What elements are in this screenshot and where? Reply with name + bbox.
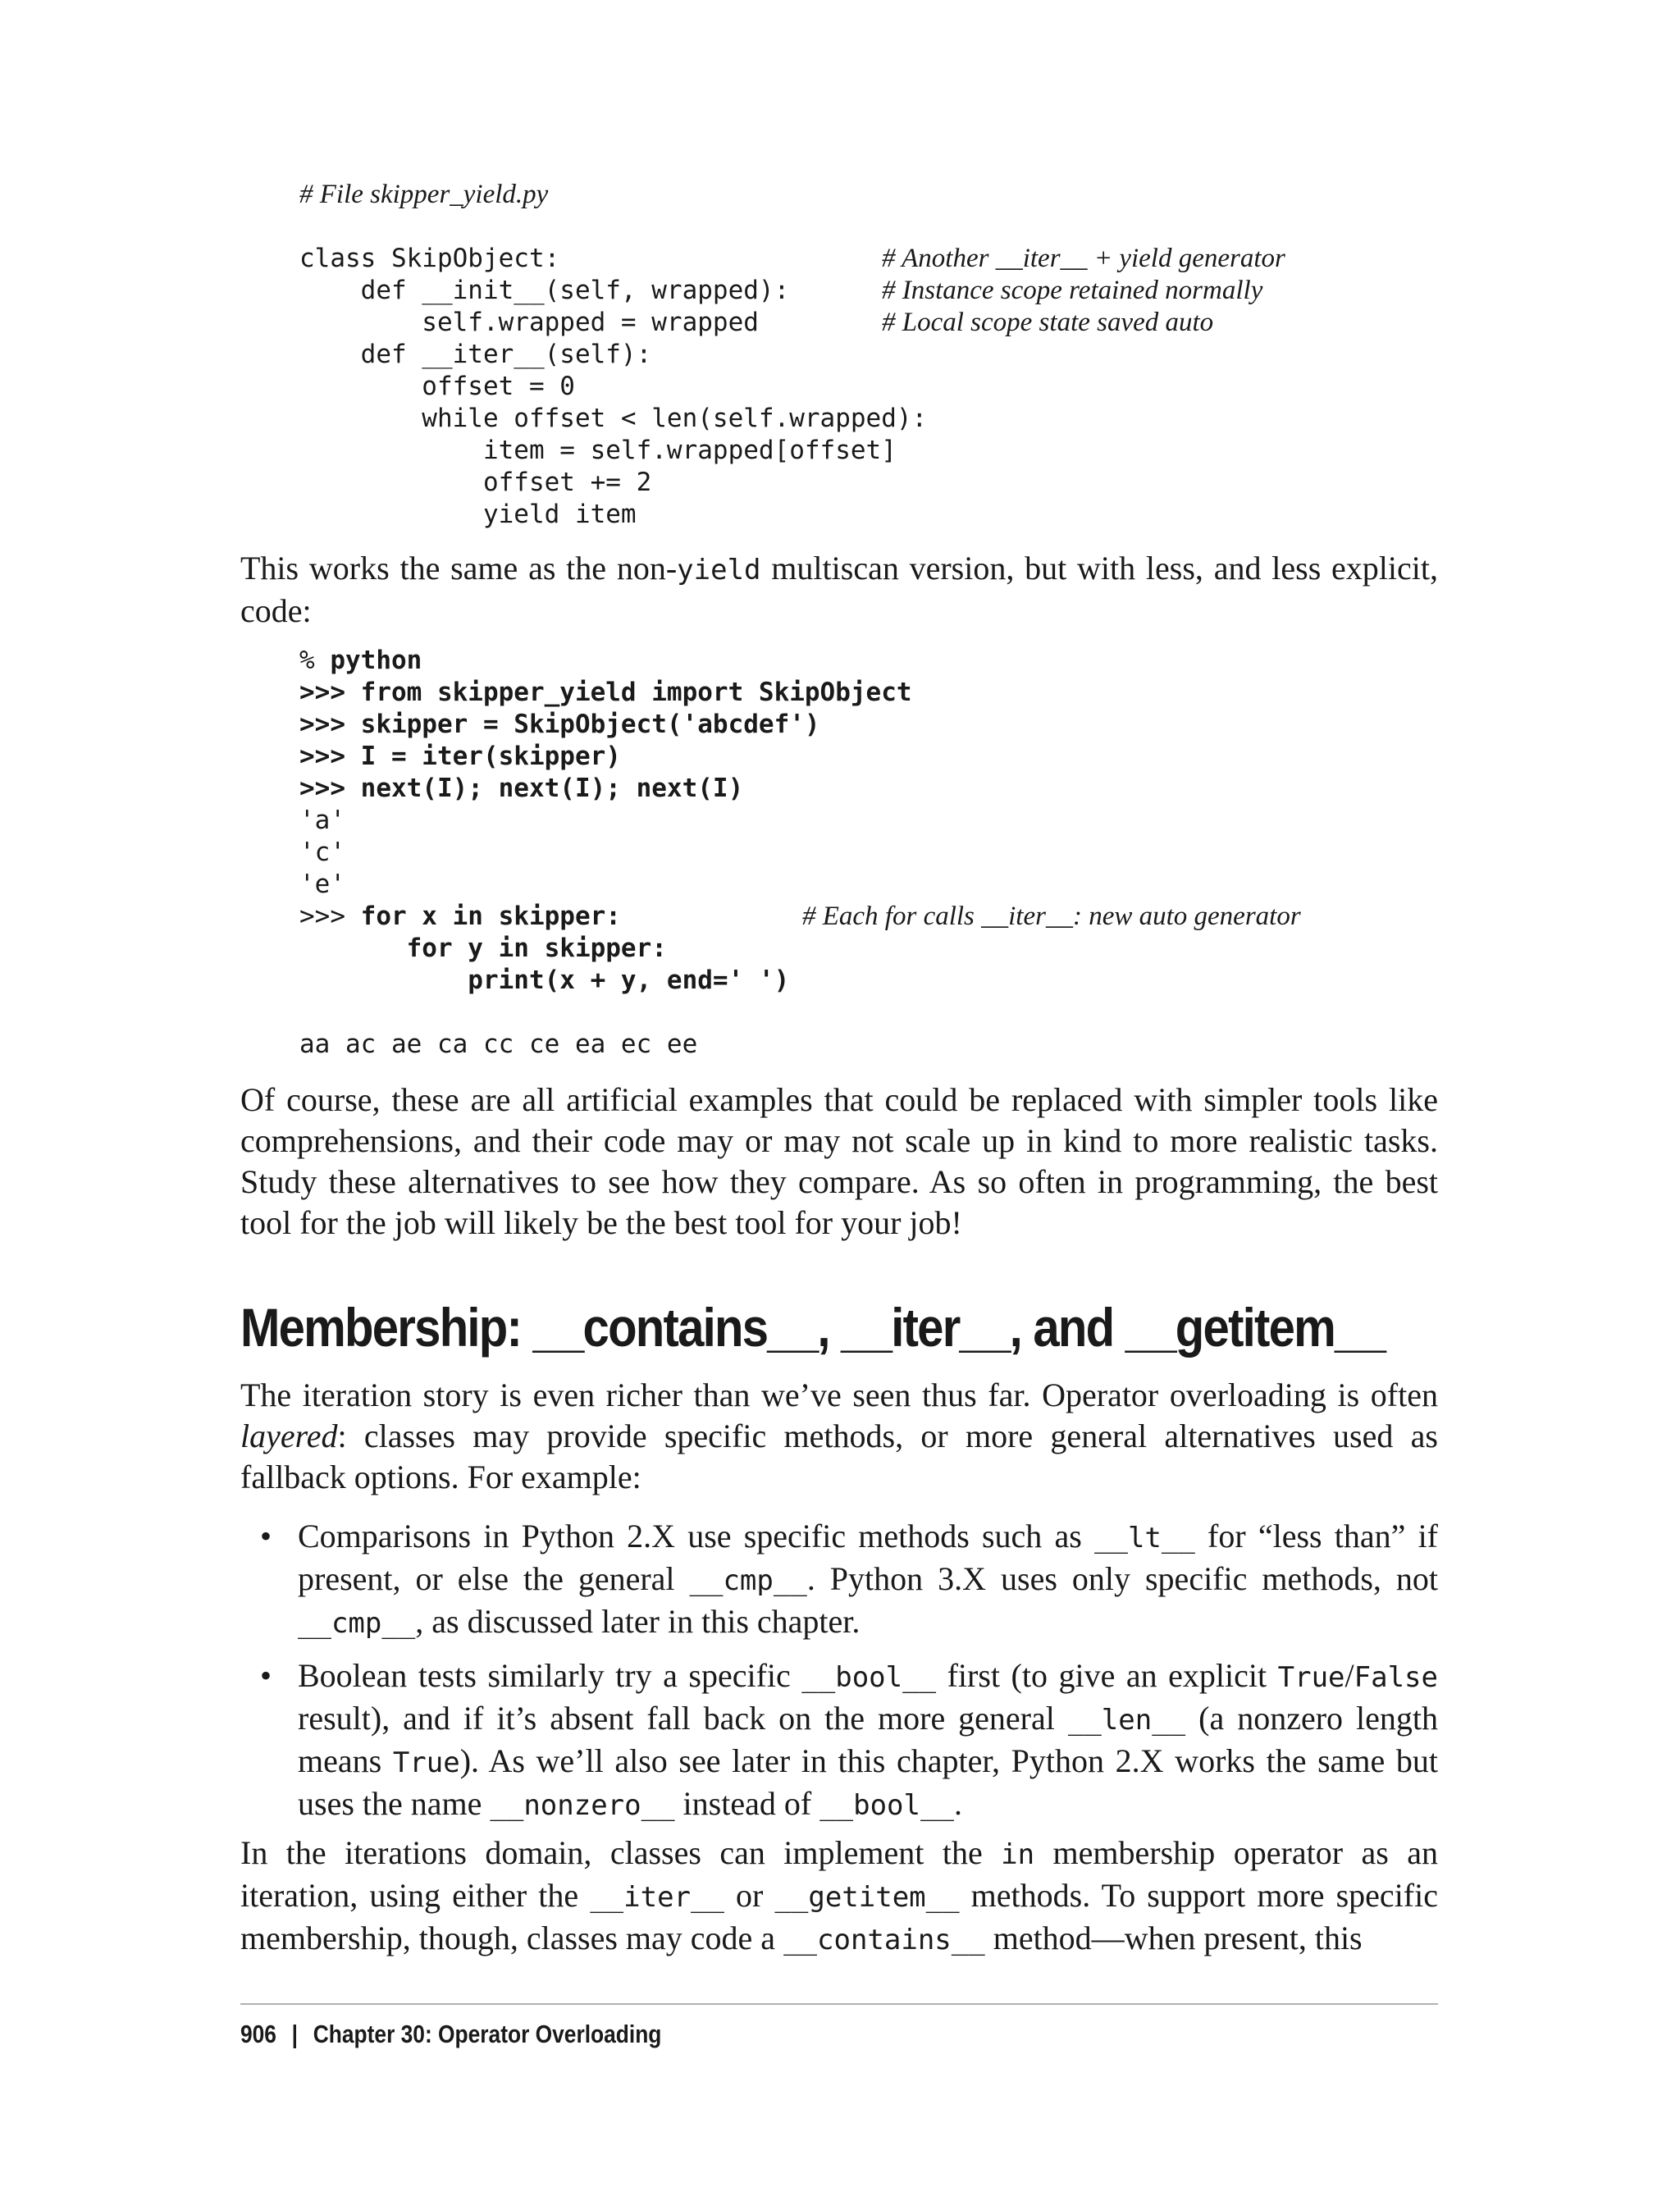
- inline-code: yield: [677, 554, 761, 587]
- code-line: >>> from skipper_yield import SkipObject: [299, 678, 912, 707]
- code-line: offset += 2: [299, 468, 652, 497]
- inline-code: __bool__: [819, 1789, 954, 1822]
- bullet-list: [240, 1516, 1438, 1838]
- paragraph-iteration-story: The iteration story is even richer than we’ve seen thus far. Operator overloading is often layered: classes may provide specific methods, or more general alternatives used as fallback options. For example:: [240, 1376, 1438, 1495]
- inline-code: __getitem__: [774, 1881, 960, 1914]
- paragraph-intro: This works the same as the non-yield multiscan version, but with less, and less explicit, code:: [240, 550, 1438, 629]
- file-comment: # File skipper_yield.py: [299, 180, 549, 209]
- inline-code: in: [1001, 1838, 1035, 1871]
- footer-separator: |: [291, 2020, 299, 2048]
- code-line: item = self.wrapped[offset]: [299, 436, 897, 465]
- code-line: >>> skipper = SkipObject('abcdef'): [299, 710, 820, 739]
- code-line: for x in skipper:: [360, 902, 621, 931]
- paragraph-alternatives: Of course, these are all artificial examples that could be replaced with simpler tools like comprehensions, and their code may or may not scale up in kind to more realistic tasks. Study these alternatives to see how they compare. As so often in programming, the best tool for the job will likely be the best tool for your job!: [240, 1081, 1438, 1241]
- paragraph-membership: In the iterations domain, classes can implement the in membership operator as an iteration, using either the __iter__ or __getitem__ methods. To support more specific membership, though, classes may code a __contains__ method—when present, this: [240, 1834, 1438, 1956]
- code-comment: # Another __iter__ + yield generator: [882, 244, 1285, 273]
- code-listing-skipper-yield: [299, 243, 927, 531]
- bullet-icon: •: [260, 1657, 272, 1694]
- inline-code: True: [392, 1746, 460, 1779]
- code-line: >>> next(I); next(I); next(I): [299, 774, 744, 803]
- inline-code: True: [1277, 1661, 1345, 1694]
- code-output: 'e': [299, 870, 345, 899]
- code-line: def __init__(self, wrapped):: [299, 276, 790, 305]
- code-comment: # Instance scope retained normally: [882, 276, 1263, 305]
- code-output: 'a': [299, 806, 345, 835]
- inline-code: __len__: [1067, 1704, 1186, 1737]
- code-line: while offset < len(self.wrapped):: [299, 404, 928, 433]
- code-command: python: [330, 646, 422, 675]
- emphasis: layered: [240, 1418, 338, 1454]
- list-item: • Comparisons in Python 2.X use specific methods such as __lt__ for “less than” if present, or else the general __cmp__. Python 3.X uses only specific methods, not __cmp__, as discussed later in this chapter.: [260, 1518, 1439, 1640]
- inline-code: __nonzero__: [490, 1789, 675, 1822]
- list-item: • Boolean tests similarly try a specific __bool__ first (to give an explicit True/False result), and if it’s absent fall back on the more general __len__ (a nonzero length means True). As we’ll also see later in this chapter, Python 2.X works the same but uses the name __nonzero__ instead of __bool__.: [260, 1657, 1439, 1822]
- code-output: 'c': [299, 838, 345, 867]
- bullet-icon: •: [260, 1518, 272, 1554]
- inline-code: __bool__: [801, 1661, 937, 1694]
- code-line: for y in skipper:: [299, 934, 667, 963]
- page-number: 906: [240, 2020, 276, 2048]
- code-listing-session: % python >>> from skipper_yield import SkipObject >>> skipper = SkipObject('abcdef') >>> I = iter(skipper) >>> next(I); next(I); next(I) 'a' 'c' 'e' >>> for x in skipper: for y in skipper: print(x + y, end=' ') aa ac ae ca cc ce ea ec ee: [299, 646, 912, 1059]
- code-comment: # Each for calls __iter__: new auto generator: [802, 902, 1301, 931]
- code-line: >>> I = iter(skipper): [299, 742, 621, 771]
- code-line: yield item: [299, 500, 637, 529]
- inline-code: False: [1354, 1661, 1438, 1694]
- page-footer: [240, 2018, 661, 2051]
- code-line: print(x + y, end=' '): [299, 966, 790, 995]
- code-output: aa ac ae ca cc ce ea ec ee: [299, 1029, 698, 1059]
- code-comment: # Local scope state saved auto: [882, 308, 1214, 337]
- code-line: offset = 0: [299, 372, 575, 401]
- inline-code: __contains__: [783, 1924, 985, 1956]
- chapter-title: Chapter 30: Operator Overloading: [313, 2020, 662, 2048]
- inline-code: __iter__: [590, 1881, 724, 1914]
- section-heading: Membership: __contains__, __iter__, and __getitem__: [240, 1297, 1386, 1358]
- code-line: def __iter__(self):: [299, 340, 652, 369]
- inline-code: __cmp__: [689, 1564, 807, 1597]
- inline-code: __lt__: [1094, 1522, 1195, 1554]
- code-line: self.wrapped = wrapped: [299, 308, 759, 337]
- code-line: class SkipObject:: [299, 244, 560, 273]
- footer-rule: [240, 2003, 1438, 2005]
- inline-code: __cmp__: [298, 1607, 416, 1640]
